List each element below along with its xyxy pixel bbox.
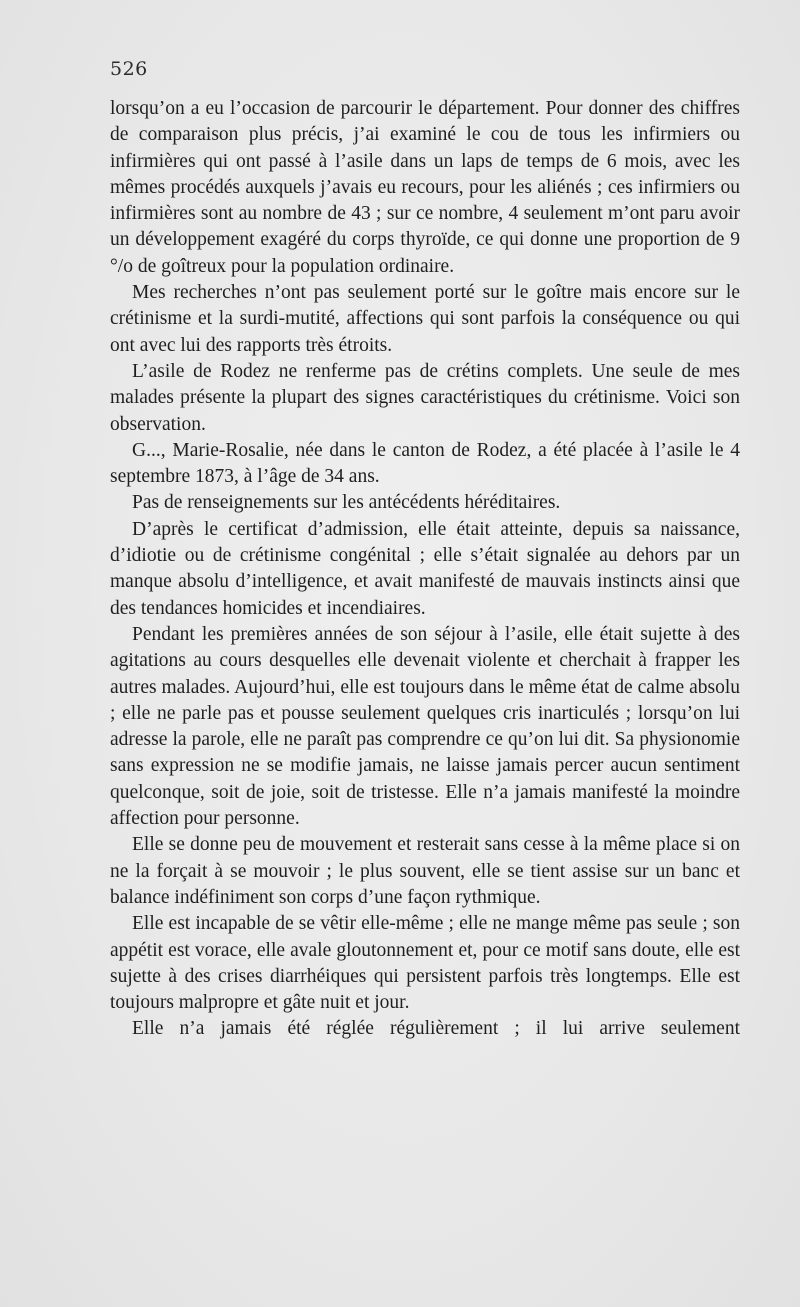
paragraph-5: Pas de renseignements sur les antécédents héréditaires. <box>132 492 561 514</box>
paragraph-1: lorsqu’on a eu l’occasion de parcourir le département. Pour donner des chiffres de comparaison plus précis, j’ai examiné le cou de tous les infirmiers ou infirmières qui ont passé à l’asile dans un laps de temps de 6 mois, avec les mêmes procédés auxquels j’avais eu recours, pour les aliénés ; ces infirmiers ou infirmières sont au nombre de 43 ; sur ce nombre, 4 seulement m’ont paru avoir un développement exagéré du corps thyroïde, ce qui donne une proportion de 9 °/o de goîtreux pour la population ordinaire. <box>110 98 740 277</box>
body-text <box>110 96 740 1043</box>
paragraph-3: L’asile de Rodez ne renferme pas de crétins complets. Une seule de mes malades présente la plupart des signes caractéristiques du crétinisme. Voici son observation. <box>110 360 740 435</box>
paragraph-2: Mes recherches n’ont pas seulement porté sur le goître mais encore sur le crétinisme et la surdi-mutité, affections qui sont parfois la conséquence ou qui ont avec lui des rapports très étroits. <box>110 282 740 356</box>
paragraph-9: Elle est incapable de se vêtir elle-même ; elle ne mange même pas seule ; son appétit est vorace, elle avale gloutonnement et, pour ce motif sans doute, elle est sujette à des crises diarrhéiques qui persistent parfois très longtemps. Elle est toujours malpropre et gâte nuit et jour. <box>110 913 740 1014</box>
page-number: 526 <box>110 58 148 80</box>
paragraph-7: Pendant les premières années de son séjour à l’asile, elle était sujette à des agitations au cours desquelles elle devenait violente et cherchait à frapper les autres malades. Aujourd’hui, elle est toujours dans le même état de calme absolu ; elle ne parle pas et pousse seulement quelques cris inarticulés ; lorsqu’on lui adresse la parole, elle ne paraît pas comprendre ce qu’on lui dit. Sa physionomie sans expression ne se modifie jamais, ne laisse jamais percer aucun sentiment quelconque, soit de joie, soit de tristesse. Elle n’a jamais manifesté la moindre affection pour personne. <box>110 623 740 830</box>
paragraph-4: G..., Marie-Rosalie, née dans le canton de Rodez, a été placée à l’asile le 4 septembre 1873, à l’âge de 34 ans. <box>110 439 740 488</box>
paragraph-6: D’après le certificat d’admission, elle était atteinte, depuis sa naissance, d’idiotie ou de crétinisme congénital ; elle s’était signalée au dehors par un manque absolu d’intelligence, et avait manifesté de mauvais instincts ainsi que des tendances homicides et incendiaires. <box>110 518 740 619</box>
paragraph-8: Elle se donne peu de mouvement et resterait sans cesse à la même place si on ne la forçait à se mouvoir ; le plus souvent, elle se tient assise sur un banc et balance indéfiniment son corps d’une façon rythmique. <box>110 834 740 908</box>
paragraph-10: Elle n’a jamais été réglée régulièrement ; il lui arrive seulement <box>132 1018 740 1040</box>
